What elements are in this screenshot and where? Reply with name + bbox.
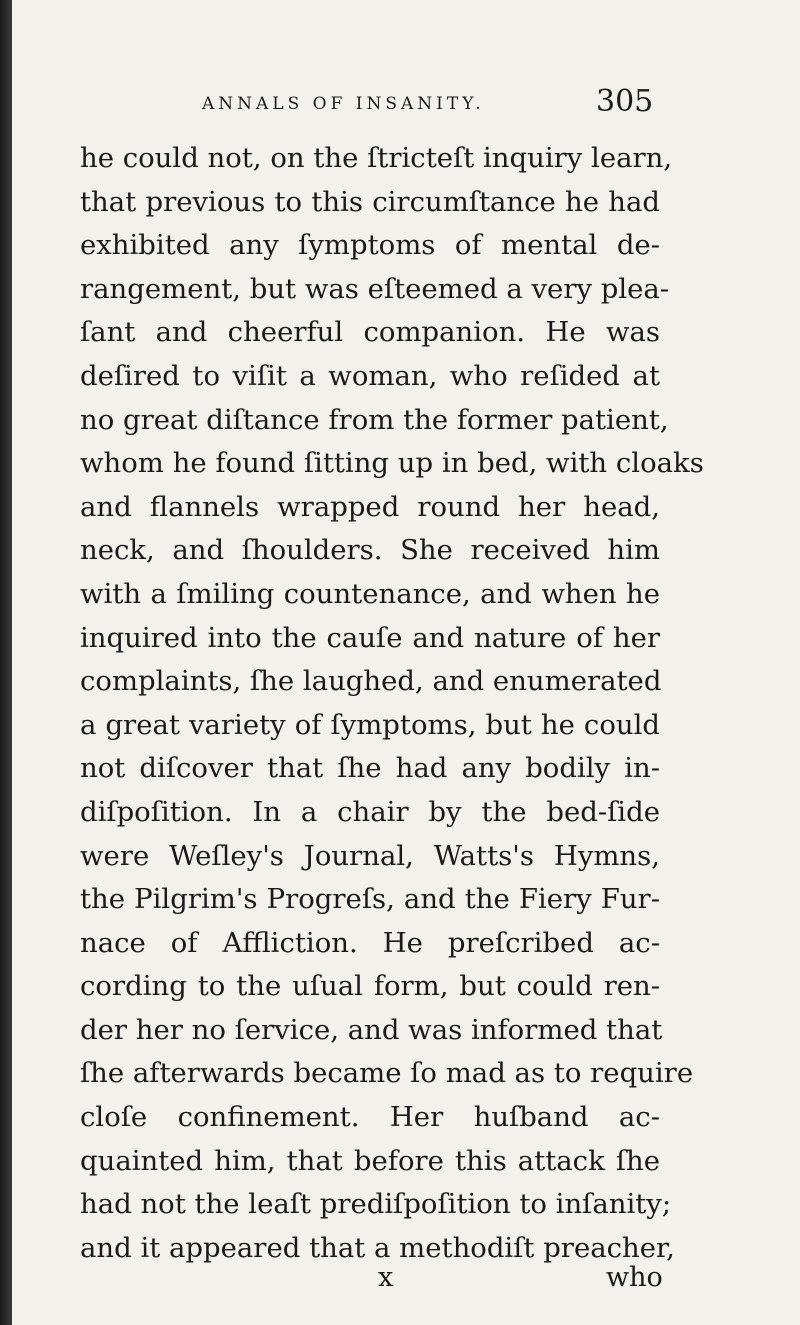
page-footer	[12, 1262, 800, 1302]
page-header	[12, 84, 800, 128]
text-line: nace of Affliction. He preſcribed ac-	[80, 926, 660, 959]
text-line: and flannels wrapped round her head,	[80, 490, 660, 523]
running-head: ANNALS OF INSANITY.	[202, 94, 485, 114]
body-text	[80, 137, 704, 1270]
catchword: who	[606, 1262, 663, 1293]
text-line: a great variety of ſymptoms, but he could	[80, 708, 660, 741]
book-gutter-edge	[0, 0, 12, 1325]
text-line: not diſcover that ſhe had any bodily in-	[80, 752, 660, 785]
text-line: he could not, on the ſtricteſt inquiry learn,	[80, 142, 673, 174]
text-line: der her no ſervice, and was informed that	[80, 1013, 663, 1046]
text-line: deſired to viſit a woman, who reſided at	[80, 359, 660, 392]
text-line: and it appeared that a methodiſt preacher,	[80, 1231, 675, 1264]
text-line: rangement, but was eſteemed a very plea-	[80, 272, 670, 305]
text-line: the Pilgrim's Progreſs, and the Fiery Fur-	[80, 883, 660, 916]
text-line: quainted him, that before this attack ſhe	[80, 1144, 660, 1177]
text-line: were Weſley's Journal, Watts's Hymns,	[80, 839, 660, 872]
text-line: that previous to this circumſtance he had	[80, 185, 660, 218]
text-line: with a ſmiling countenance, and when he	[80, 577, 660, 610]
text-line: cloſe confinement. Her huſband ac-	[80, 1101, 660, 1134]
page-number: 305	[596, 84, 654, 119]
book-page	[12, 0, 800, 1325]
text-line: ſhe afterwards became ſo mad as to require	[80, 1057, 694, 1090]
text-line: ſant and cheerful companion. He was	[80, 316, 660, 349]
text-line: neck, and ſhoulders. She received him	[80, 534, 660, 567]
text-line: had not the leaſt prediſpoſition to inſanity;	[80, 1188, 672, 1221]
text-line: whom he found ſitting up in bed, with cloaks	[80, 447, 704, 480]
text-line: cording to the uſual form, but could ren-	[80, 970, 660, 1003]
text-line: diſpoſition. In a chair by the bed-ſide	[80, 795, 660, 828]
signature-mark: x	[378, 1262, 394, 1293]
text-line: inquired into the cauſe and nature of her	[80, 621, 660, 654]
text-line: exhibited any ſymptoms of mental de-	[80, 229, 660, 262]
text-line: complaints, ſhe laughed, and enumerated	[80, 665, 662, 698]
text-line: no great diſtance from the former patient,	[80, 403, 669, 436]
